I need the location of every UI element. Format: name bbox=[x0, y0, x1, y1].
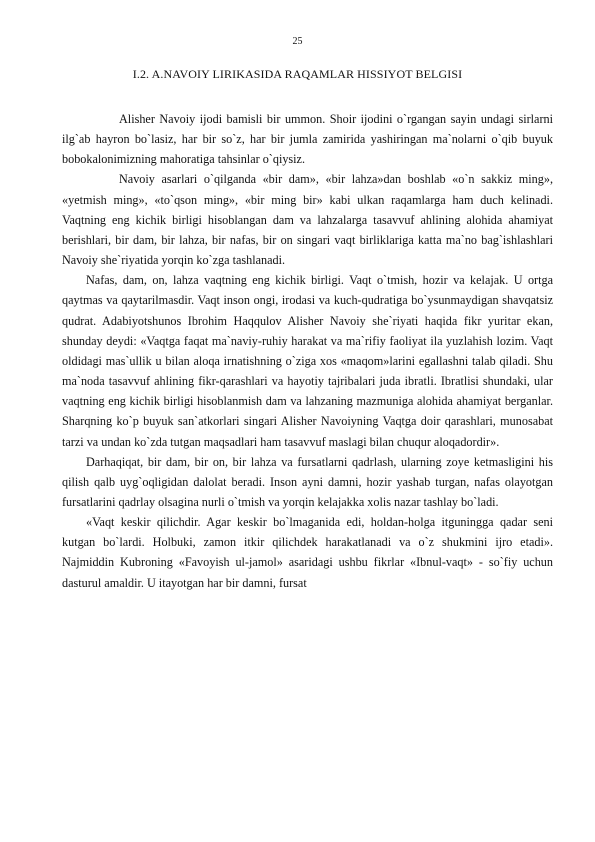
page-number: 25 bbox=[292, 36, 303, 47]
paragraph-4: Darhaqiqat, bir dam, bir on, bir lahza va fursatlarni qadrlash, ularning zoye ketmasligini his qilish qalb uyg`oqligidan dalolat beradi. Inson ayni damni, hozir yashab turgan, nafas olayotgan fursatlarini qadrlay olsagina nurli o`tmish va yorqin kelajakka xolis nazar tashlay bo`ladi. bbox=[62, 454, 553, 509]
body-text bbox=[62, 109, 553, 593]
paragraph-2: Navoiy asarlari o`qilganda «bir dam», «bir lahza»dan boshlab «o`n sakkiz ming», «yetmish ming», «to`qson ming», «bir ming bir» kabi ulkan raqamlarga ham duch kelinadi. Vaqtning eng kichik birligi hisoblangan dam va lahzalarga tasavvuf ahlining alohida ahamiyat berishlari, bir dam, bir lahza, bir nafas, bir on singari vaqt birliklariga katta ma`no bag`ishlashlari Navoiy she`riyatida yorqin ko`zga tashlanadi. bbox=[62, 172, 553, 268]
paragraph-5: «Vaqt keskir qilichdir. Agar keskir bo`lmaganida edi, holdan-holga itguningga qadar seni kutgan bo`lardi. Holbuki, zamon itkir qilichdek harakatlanadi va o`z shukmini ijro etadi». Najmiddin Kubroning «Favoyish ul-jamol» asaridagi ushbu fikrlar «Ibnul-vaqt» - so`fiy uchun dasturul amaldir. U itayotgan har bir damni, fursat bbox=[62, 515, 553, 590]
paragraph-1: Alisher Navoiy ijodi bamisli bir ummon. Shoir ijodini o`rgangan sayin undagi sirlarni ilg`ab hayron bo`lasiz, har bir so`z, har bir jumla zamirida yashiringan ma`nolarni o`qib buyuk bobokalonimizning mahoratiga tahsinlar o`qiysiz. bbox=[62, 112, 553, 167]
section-heading: I.2. A.NAVOIY LIRIKASIDA RAQAMLAR HISSIYOT BELGISI bbox=[132, 67, 463, 81]
paragraph-3: Nafas, dam, on, lahza vaqtning eng kichik birligi. Vaqt o`tmish, hozir va kelajak. U ortga qaytmas va qaytarilmasdir. Vaqt inson ongi, irodasi va kuch-qudratiga bo`ysunmaydigan shavqatsiz qudrat. Adabiyotshunos Ibrohim Haqqulov Alisher Navoiy she`riyati haqida fikr yuritar ekan, shunday deydi: «Vaqtga faqat ma`naviy-ruhiy harakat va ma`rifiy faoliyat ila yuzlahish lozim. Vaqt oldidagi mas`ullik u bilan aloqa irnatishning o`ziga xos «maqom»larini egallashni talab qiladi. Shu ma`noda tasavvuf ahlining fikr-qarashlari va hayotiy tajribalari juda ibratli. Ibratlisi shundaki, ular vaqtning eng kichik birligi hisoblanmish dam va lahzaning mazmuniga alohida ahamiyat berganlar. Sharqning ko`p buyuk san`atkorlari singari Alisher Navoiyning Vaqtga doir qarashlari, munosabat tarzi va undan ko`zda tutgan maqsadlari ham tasavvuf maslagi bilan chuqur aloqadordir». bbox=[62, 273, 553, 449]
